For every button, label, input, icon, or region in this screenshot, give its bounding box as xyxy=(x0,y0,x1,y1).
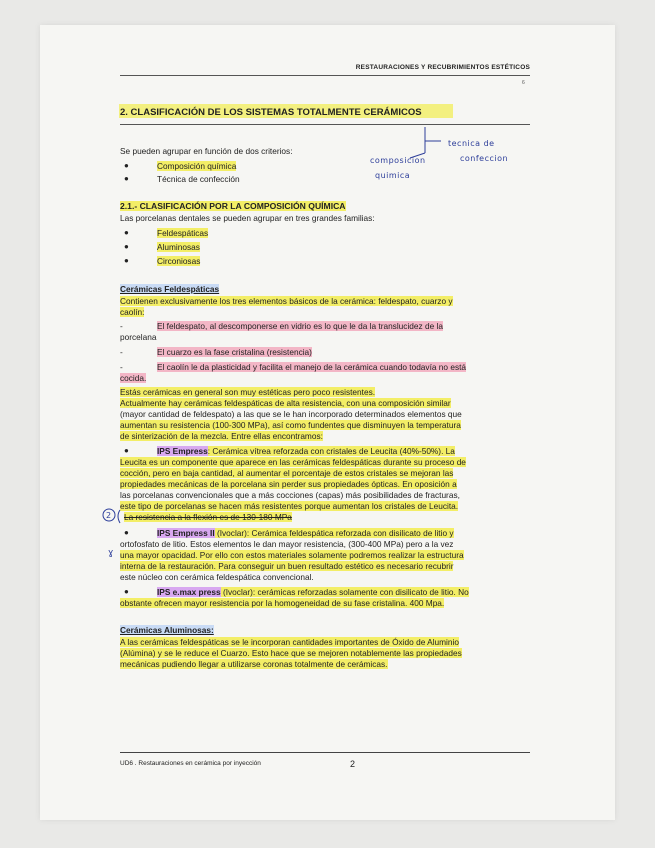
bullet-icon: ● xyxy=(124,446,129,455)
product-desc: interna de la restauración. Para conseguir un buen resultado estético es necesario recubrir xyxy=(120,561,454,571)
dash-icon: - xyxy=(120,347,123,357)
feld-line: Contienen exclusivamente los tres elementos básicos de la cerámica: feldespato, cuarzo y xyxy=(120,296,453,306)
subsection-lead: Las porcelanas dentales se pueden agrupar en tres grandes familias: xyxy=(120,213,375,223)
footer-unit: UD6 . Restauraciones en cerámica por inyección xyxy=(120,760,261,767)
product-desc: obstante ofrecen mayor resistencia por la homogeneidad de su fase cristalina. 400 Mpa. xyxy=(120,598,445,608)
product-desc: las porcelanas convencionales que a más cocciones (capas) más posibilidades de fracturas, xyxy=(120,490,460,500)
product-desc: cocción, pero en baja cantidad, al aumentar el porcentaje de estos cristales se mejoran las xyxy=(120,468,454,478)
product-desc: este tipo de porcelanas se hacen más resistentes porque aumentan los cristales de Leucita. xyxy=(120,501,459,511)
feld-paragraph: Estás cerámicas en general son muy estéticas pero poco resistentes. xyxy=(120,387,376,397)
product-desc-struck: La resistencia a la flexión es de 130-180 MPa xyxy=(124,512,292,522)
alum-line: mecánicas pudiendo llegar a utilizarse coronas totalmente de cerámicas. xyxy=(120,659,388,669)
feld-detail: porcelana xyxy=(120,332,157,342)
feld-paragraph: (mayor cantidad de feldespato) a las que se le han incorporado determinados elementos que xyxy=(120,409,462,419)
feld-heading: Cerámicas Feldespáticas xyxy=(120,284,220,294)
product-desc: este núcleo con cerámica feldespática convencional. xyxy=(120,572,314,582)
feld-detail: El caolín le da plasticidad y facilita el manejo de la cerámica cuando todavía no está xyxy=(157,362,467,372)
family-item: Circoniosas xyxy=(157,256,201,266)
product-desc: propiedades mecánicas de la porcelana sin perder sus propiedades ópticas. En oposición a xyxy=(120,479,457,489)
running-header: RESTAURACIONES Y RECUBRIMIENTOS ESTÉTICOS xyxy=(355,64,530,71)
product-name: IPS Empress II xyxy=(157,528,215,538)
family-item: Aluminosas xyxy=(157,242,200,252)
bullet-icon: ● xyxy=(124,161,129,170)
product-desc: : Cerámica vítrea reforzada con cristales de Leucita (40%-50%). La xyxy=(207,446,455,456)
feld-paragraph: aumentan su resistencia (100-300 MPa), así como fundentes que disminuyen la temperatura xyxy=(120,420,461,430)
product-desc: (Ivoclar): cerámicas reforzadas solamente con disilicato de litio. No xyxy=(220,587,469,597)
product-name: IPS e.max press xyxy=(157,587,221,597)
header-page-mark: 6 xyxy=(522,80,525,86)
intro-item: Técnica de confección xyxy=(157,174,240,184)
footer-page-number: 2 xyxy=(350,759,356,769)
title-rule xyxy=(120,124,530,125)
bullet-icon: ● xyxy=(124,242,129,251)
hand-note: quimica xyxy=(375,171,411,180)
hand-note: composicion xyxy=(370,156,426,165)
hand-arrow-icon xyxy=(405,125,445,160)
bullet-icon: ● xyxy=(124,528,129,537)
hand-note: confeccion xyxy=(460,154,509,163)
feld-paragraph: de sinterización de la mezcla. Entre ellas encontramos: xyxy=(120,431,323,441)
product-desc: Leucita es un componente que aparece en las cerámicas feldespáticas durante su proceso de xyxy=(120,457,466,467)
dash-icon: - xyxy=(120,362,123,372)
alum-line: A las cerámicas feldespáticas se le incorporan cantidades importantes de Óxido de Aluminio xyxy=(120,637,459,647)
footer-rule xyxy=(120,752,530,753)
feld-paragraph: Actualmente hay cerámicas feldespáticas de alta resistencia, con una composición similar xyxy=(120,398,451,408)
circled-2-icon xyxy=(100,506,124,526)
bullet-icon: ● xyxy=(124,256,129,265)
intro-lead: Se pueden agrupar en función de dos criterios: xyxy=(120,146,293,156)
subsection-heading: 2.1.- CLASIFICACIÓN POR LA COMPOSICIÓN QUÍMICA xyxy=(120,201,346,211)
feld-detail: El cuarzo es la fase cristalina (resistencia) xyxy=(157,347,312,357)
product-name: IPS Empress xyxy=(157,446,208,456)
alum-line: (Alúmina) y se le reduce el Cuarzo. Esto hace que se mejoren notablemente las propiedades xyxy=(120,648,462,658)
family-item: Feldespáticas xyxy=(157,228,209,238)
product-desc: una mayor opacidad. Por ello con estos materiales solamente podremos realizar la estructura xyxy=(120,550,464,560)
hand-note: tecnica de xyxy=(448,139,495,148)
intro-item: Composición química xyxy=(157,161,237,171)
dash-icon: - xyxy=(120,321,123,331)
bullet-icon: ● xyxy=(124,174,129,183)
feld-detail: El feldespato, al descomponerse en vidrio es lo que le da la translucidez de la xyxy=(157,321,443,331)
svg-text:2: 2 xyxy=(106,511,112,520)
alum-heading: Cerámicas Aluminosas: xyxy=(120,625,214,635)
feld-detail: cocida. xyxy=(120,373,147,383)
product-desc: ortofosfato de litio. Estos elementos le dan mayor resistencia, (300-400 MPa) pero a la vez xyxy=(120,539,454,549)
bullet-icon: ● xyxy=(124,228,129,237)
product-desc: (Ivoclar): Cerámica feldespática reforzada con disilicato de litio y xyxy=(214,528,454,538)
bullet-icon: ● xyxy=(124,587,129,596)
section-title: 2. CLASIFICACIÓN DE LOS SISTEMAS TOTALMENTE CERÁMICOS xyxy=(120,107,422,118)
feld-line: caolín: xyxy=(120,307,145,317)
header-rule xyxy=(120,75,530,76)
hand-mark-icon: ɣ xyxy=(108,548,114,558)
